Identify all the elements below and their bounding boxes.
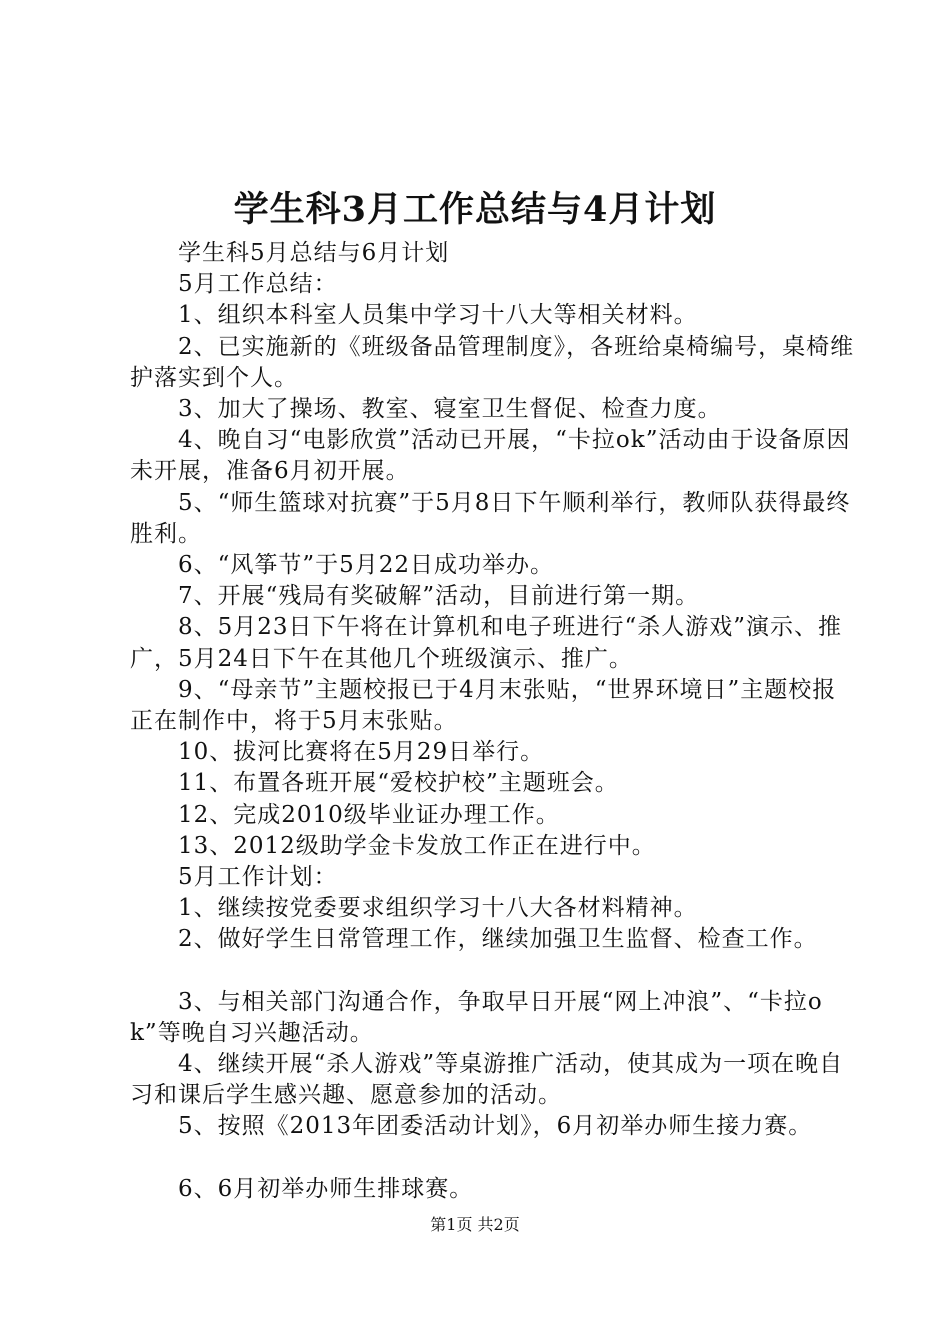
paragraph-spacer	[130, 956, 855, 987]
paragraph-summary-item-2: 2、已实施新的《班级备品管理制度》，各班给桌椅编号，桌椅维护落实到个人。	[130, 333, 855, 391]
paragraph-plan-item-1: 1、继续按党委要求组织学习十八大各材料精神。	[178, 895, 698, 922]
paragraph-plan-item-6: 6、6月初举办师生排球赛。	[178, 1175, 474, 1202]
paragraph-plan-item-4: 4、继续开展“杀人游戏”等桌游推广活动，使其成为一项在晚自习和课后学生感兴趣、愿意参加的活动。	[130, 1051, 844, 1109]
paragraph-summary-item-4: 4、晚自习“电影欣赏”活动已开展，“卡拉ok”活动由于设备原因未开展，准备6月初开展。	[130, 427, 851, 485]
paragraph-summary-item-13: 13、2012级助学金卡发放工作正在进行中。	[178, 832, 656, 859]
paragraph-summary-heading: 5月工作总结：	[178, 271, 338, 298]
paragraph-plan-item-5: 5、按照《2013年团委活动计划》，6月初举办师生接力赛。	[178, 1113, 813, 1140]
paragraph-summary-item-9: 9、“母亲节”主题校报已于4月末张贴，“世界环境日”主题校报正在制作中，将于5月末张贴。	[130, 676, 837, 735]
paragraph-subtitle: 学生科5月总结与6月计划	[178, 240, 450, 266]
paragraph-summary-item-8: 8、5月23日下午将在计算机和电子班进行“杀人游戏”演示、推广，5月24日下午在其他几个班级演示、推广。	[130, 614, 843, 672]
page-footer: 第1页 共2页	[430, 1215, 520, 1234]
document-body	[130, 238, 855, 1205]
paragraph-summary-item-10: 10、拔河比赛将在5月29日举行。	[178, 739, 545, 766]
paragraph-plan-item-2: 2、做好学生日常管理工作，继续加强卫生监督、检查工作。	[178, 926, 818, 953]
paragraph-summary-item-5: 5、“师生篮球对抗赛”于5月8日下午顺利举行，教师队获得最终胜利。	[130, 489, 851, 547]
paragraph-summary-item-1: 1、组织本科室人员集中学习十八大等相关材料。	[178, 302, 698, 329]
document-title: 学生科3月工作总结与4月计划	[233, 189, 717, 230]
paragraph-summary-item-3: 3、加大了操场、教室、寝室卫生督促、检查力度。	[178, 396, 722, 423]
paragraph-spacer	[130, 1143, 855, 1174]
paragraph-summary-item-6: 6、“风筝节”于5月22日成功举办。	[178, 552, 555, 579]
paragraph-summary-item-12: 12、完成2010级毕业证办理工作。	[178, 801, 560, 828]
paragraph-plan-heading: 5月工作计划：	[178, 864, 338, 891]
paragraph-summary-item-11: 11、布置各班开展“爱校护校”主题班会。	[178, 770, 619, 797]
paragraph-summary-item-7: 7、开展“残局有奖破解”活动，目前进行第一期。	[178, 583, 700, 610]
paragraph-plan-item-3: 3、与相关部门沟通合作，争取早日开展“网上冲浪”、“卡拉ok”等晚自习兴趣活动。	[130, 988, 823, 1046]
